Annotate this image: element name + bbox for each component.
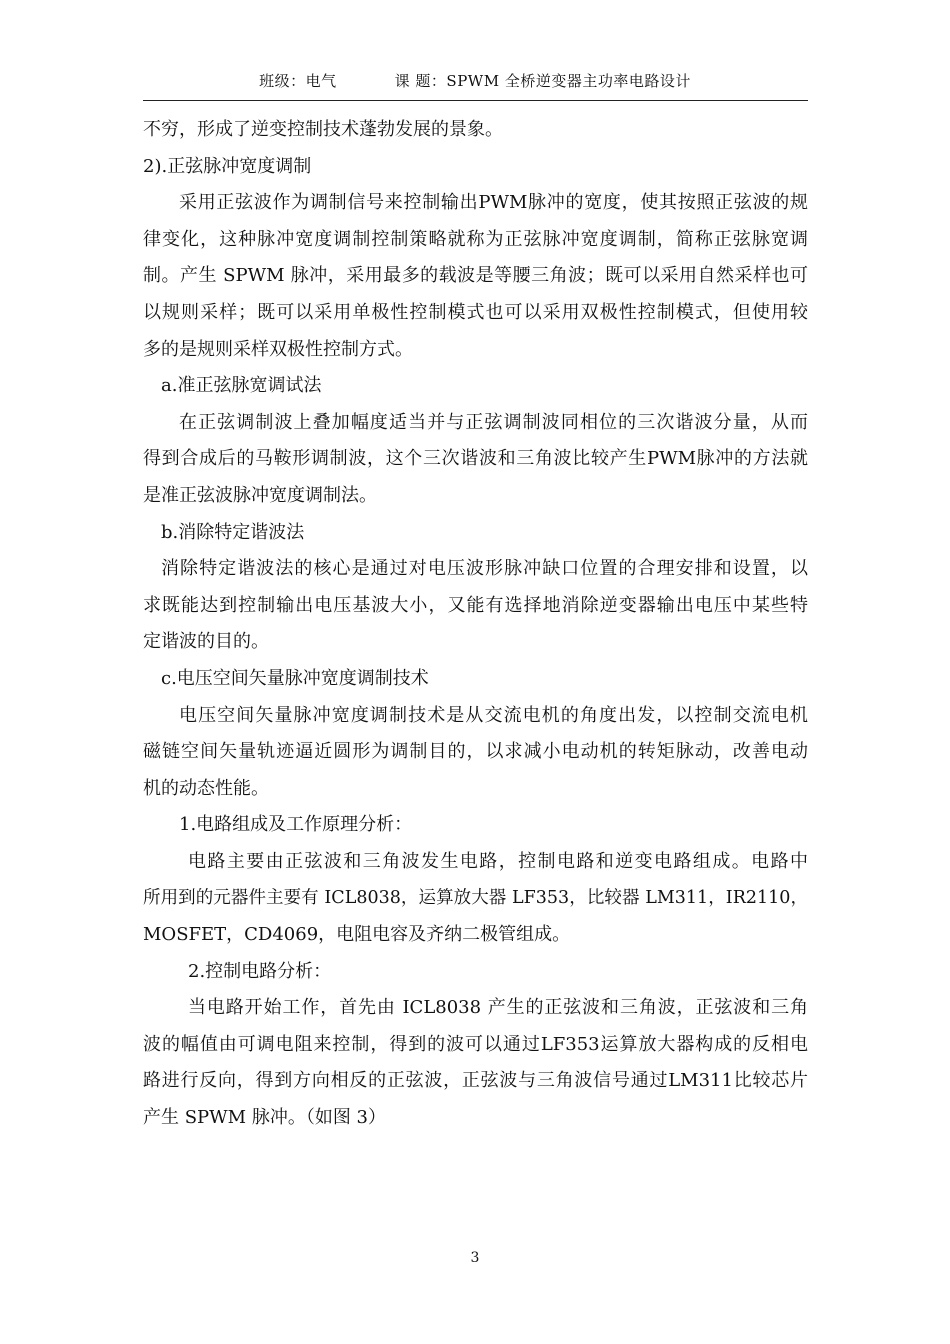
text-line: b.消除特定谐波法 (161, 521, 305, 543)
text-line: c.电压空间矢量脉冲宽度调制技术 (161, 667, 429, 689)
page-header (0, 70, 950, 91)
text-line: 不穷，形成了逆变控制技术蓬勃发展的景象。 (143, 119, 503, 140)
header-topic: 课 题：SPWM 全桥逆变器主功率电路设计 (394, 72, 691, 90)
text-line: a.准正弦脉宽调试法 (161, 375, 322, 397)
header-divider (143, 100, 808, 101)
text-line: 2.控制电路分析： (188, 960, 332, 982)
text-line: 采用正弦波作为调制信号来控制输出PWM脉冲的宽度，使其按照正弦波的规 (179, 192, 808, 214)
text-line: 1.电路组成及工作原理分析： (179, 814, 413, 836)
text-line: 当电路开始工作，首先由 ICL8038 产生的正弦波和三角波，正弦波和三角 (188, 997, 808, 1019)
text-line: 路进行反向，得到方向相反的正弦波，正弦波与三角波信号通过LM311比较芯片 (143, 1070, 808, 1092)
text-line: 多的是规则采样双极性控制方式。 (143, 338, 413, 360)
text-line: 机的动态性能。 (143, 777, 269, 799)
text-line: 定谐波的目的。 (143, 631, 269, 653)
page-number: 3 (470, 1250, 480, 1266)
text-line: 产生 SPWM 脉冲。（如图 3） (143, 1107, 386, 1129)
text-line: 2).正弦脉冲宽度调制 (143, 155, 312, 177)
body-text (143, 112, 808, 1137)
text-line: 所用到的元器件主要有 ICL8038，运算放大器 LF353，比较器 LM311，IR2110， (143, 888, 808, 909)
text-line: 制。产生 SPWM 脉冲，采用最多的载波是等腰三角波；既可以采用自然采样也可 (143, 265, 808, 287)
text-line: MOSFET，CD4069，电阻电容及齐纳二极管组成。 (143, 924, 571, 946)
text-line: 波的幅值由可调电阻来控制，得到的波可以通过LF353运算放大器构成的反相电 (143, 1033, 808, 1055)
text-line: 得到合成后的马鞍形调制波，这个三次谐波和三角波比较产生PWM脉冲的方法就 (143, 448, 808, 470)
text-line: 磁链空间矢量轨迹逼近圆形为调制目的，以求减小电动机的转矩脉动，改善电动 (143, 741, 808, 763)
text-line: 在正弦调制波上叠加幅度适当并与正弦调制波同相位的三次谐波分量，从而 (179, 411, 808, 433)
text-line: 电路主要由正弦波和三角波发生电路，控制电路和逆变电路组成。电路中 (188, 850, 808, 872)
text-line: 求既能达到控制输出电压基波大小，又能有选择地消除逆变器输出电压中某些特 (143, 594, 808, 616)
text-line: 律变化，这种脉冲宽度调制控制策略就称为正弦脉冲宽度调制，简称正弦脉宽调 (143, 228, 808, 250)
text-line: 消除特定谐波法的核心是通过对电压波形脉冲缺口位置的合理安排和设置，以 (161, 558, 808, 580)
text-line: 是准正弦波脉冲宽度调制法。 (143, 484, 377, 506)
header-class: 班级：电气 (259, 72, 337, 90)
text-line: 以规则采样；既可以采用单极性控制模式也可以采用双极性控制模式，但使用较 (143, 301, 808, 323)
text-line: 电压空间矢量脉冲宽度调制技术是从交流电机的角度出发，以控制交流电机 (179, 704, 808, 726)
